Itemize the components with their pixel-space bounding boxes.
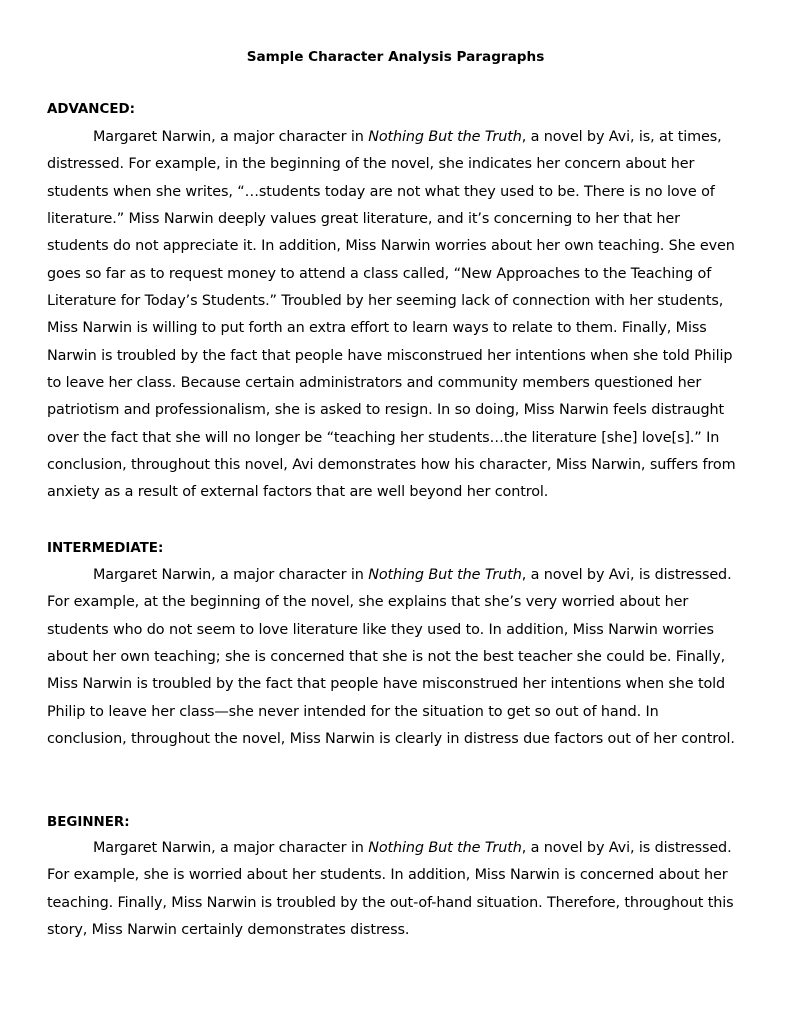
line-text: distressed. For example, in the beginning of the novel, she indicates her concern about her <box>47 156 695 173</box>
line-text: students do not appreciate it. In addition, Miss Narwin worries about her own teaching. She even <box>47 238 735 255</box>
paragraph-line <box>47 835 747 862</box>
line-text: Philip to leave her class—she never intended for the situation to get so out of hand. In <box>47 703 659 720</box>
paragraph-line <box>47 726 747 753</box>
line-text: , a novel by Avi, is distressed. <box>521 840 732 856</box>
line-text: literature.” Miss Narwin deeply values great literature, and it’s concerning to her that her <box>47 211 680 228</box>
line-text: , a novel by Avi, is, at times, <box>521 129 722 145</box>
line-text: students who do not seem to love literature like they used to. In addition, Miss Narwin worries <box>47 621 714 638</box>
paragraph-line <box>47 890 747 917</box>
line-text: Literature for Today’s Students.” Troubled by her seeming lack of connection with her students, <box>47 293 724 310</box>
book-title-italic: Nothing But the Truth <box>368 567 522 583</box>
line-text: students when she writes, “…students today are not what they used to be. There is no love of <box>47 183 715 200</box>
paragraph-line <box>47 699 747 726</box>
document-title: Sample Character Analysis Paragraphs <box>246 49 545 65</box>
line-text: anxiety as a result of external factors that are well beyond her control. <box>47 484 549 501</box>
paragraph-line <box>47 233 747 260</box>
line-text: patriotism and professionalism, she is asked to resign. In so doing, Miss Narwin feels distraught <box>47 402 725 419</box>
line-text: over the fact that she will no longer be “teaching her students…the literature [she] love[s].” In <box>47 429 720 446</box>
line-text: , a novel by Avi, is distressed. <box>521 567 732 583</box>
book-title-italic: Nothing But the Truth <box>368 129 522 145</box>
paragraph-line <box>47 862 747 889</box>
paragraph-line <box>47 370 747 397</box>
paragraph-line <box>47 397 747 424</box>
paragraph-line <box>47 589 747 616</box>
line-text: Margaret Narwin, a major character in <box>93 129 369 145</box>
line-text: Margaret Narwin, a major character in <box>93 567 369 583</box>
line-text: Narwin is troubled by the fact that people have misconstrued her intentions when she told Philip <box>47 347 733 364</box>
line-text: conclusion, throughout the novel, Miss Narwin is clearly in distress due factors out of her control. <box>47 731 735 748</box>
line-text: For example, she is worried about her students. In addition, Miss Narwin is concerned about her <box>47 867 728 884</box>
paragraph-line <box>47 261 747 288</box>
line-text: story, Miss Narwin certainly demonstrates distress. <box>47 922 410 939</box>
paragraph-line <box>47 179 747 206</box>
paragraph-line <box>47 124 747 151</box>
line-text: goes so far as to request money to attend a class called, “New Approaches to the Teaching of <box>47 265 712 282</box>
paragraph-line <box>47 617 747 644</box>
line-text: conclusion, throughout this novel, Avi demonstrates how his character, Miss Narwin, suffers from <box>47 457 736 474</box>
paragraph-line <box>47 452 747 479</box>
paragraph-advanced <box>47 124 747 507</box>
line-text: to leave her class. Because certain administrators and community members questioned her <box>47 375 702 392</box>
book-title-italic: Nothing But the Truth <box>368 840 522 856</box>
line-text: For example, at the beginning of the novel, she explains that she’s very worried about her <box>47 594 689 611</box>
line-text: about her own teaching; she is concerned that she is not the best teacher she could be. Finally, <box>47 649 726 666</box>
paragraph-beginner <box>47 835 747 944</box>
section-heading-beginner: BEGINNER: <box>47 815 130 830</box>
paragraph-line <box>47 671 747 698</box>
paragraph-intermediate <box>47 562 747 753</box>
paragraph-line <box>47 917 747 944</box>
paragraph-line <box>47 343 747 370</box>
line-text: Margaret Narwin, a major character in <box>93 840 369 856</box>
paragraph-line <box>47 644 747 671</box>
section-heading-intermediate: INTERMEDIATE: <box>47 541 164 556</box>
paragraph-line <box>47 562 747 589</box>
line-text: Miss Narwin is willing to put forth an extra effort to learn ways to relate to them. Finally, Miss <box>47 320 707 337</box>
line-text: Miss Narwin is troubled by the fact that people have misconstrued her intentions when she told <box>47 676 726 693</box>
paragraph-line <box>47 315 747 342</box>
paragraph-line <box>47 151 747 178</box>
line-text: teaching. Finally, Miss Narwin is troubled by the out-of-hand situation. Therefore, throughout this <box>47 894 734 911</box>
paragraph-line <box>47 206 747 233</box>
paragraph-line <box>47 425 747 452</box>
paragraph-line <box>47 288 747 315</box>
section-heading-advanced: ADVANCED: <box>47 102 135 117</box>
paragraph-line <box>47 479 747 506</box>
